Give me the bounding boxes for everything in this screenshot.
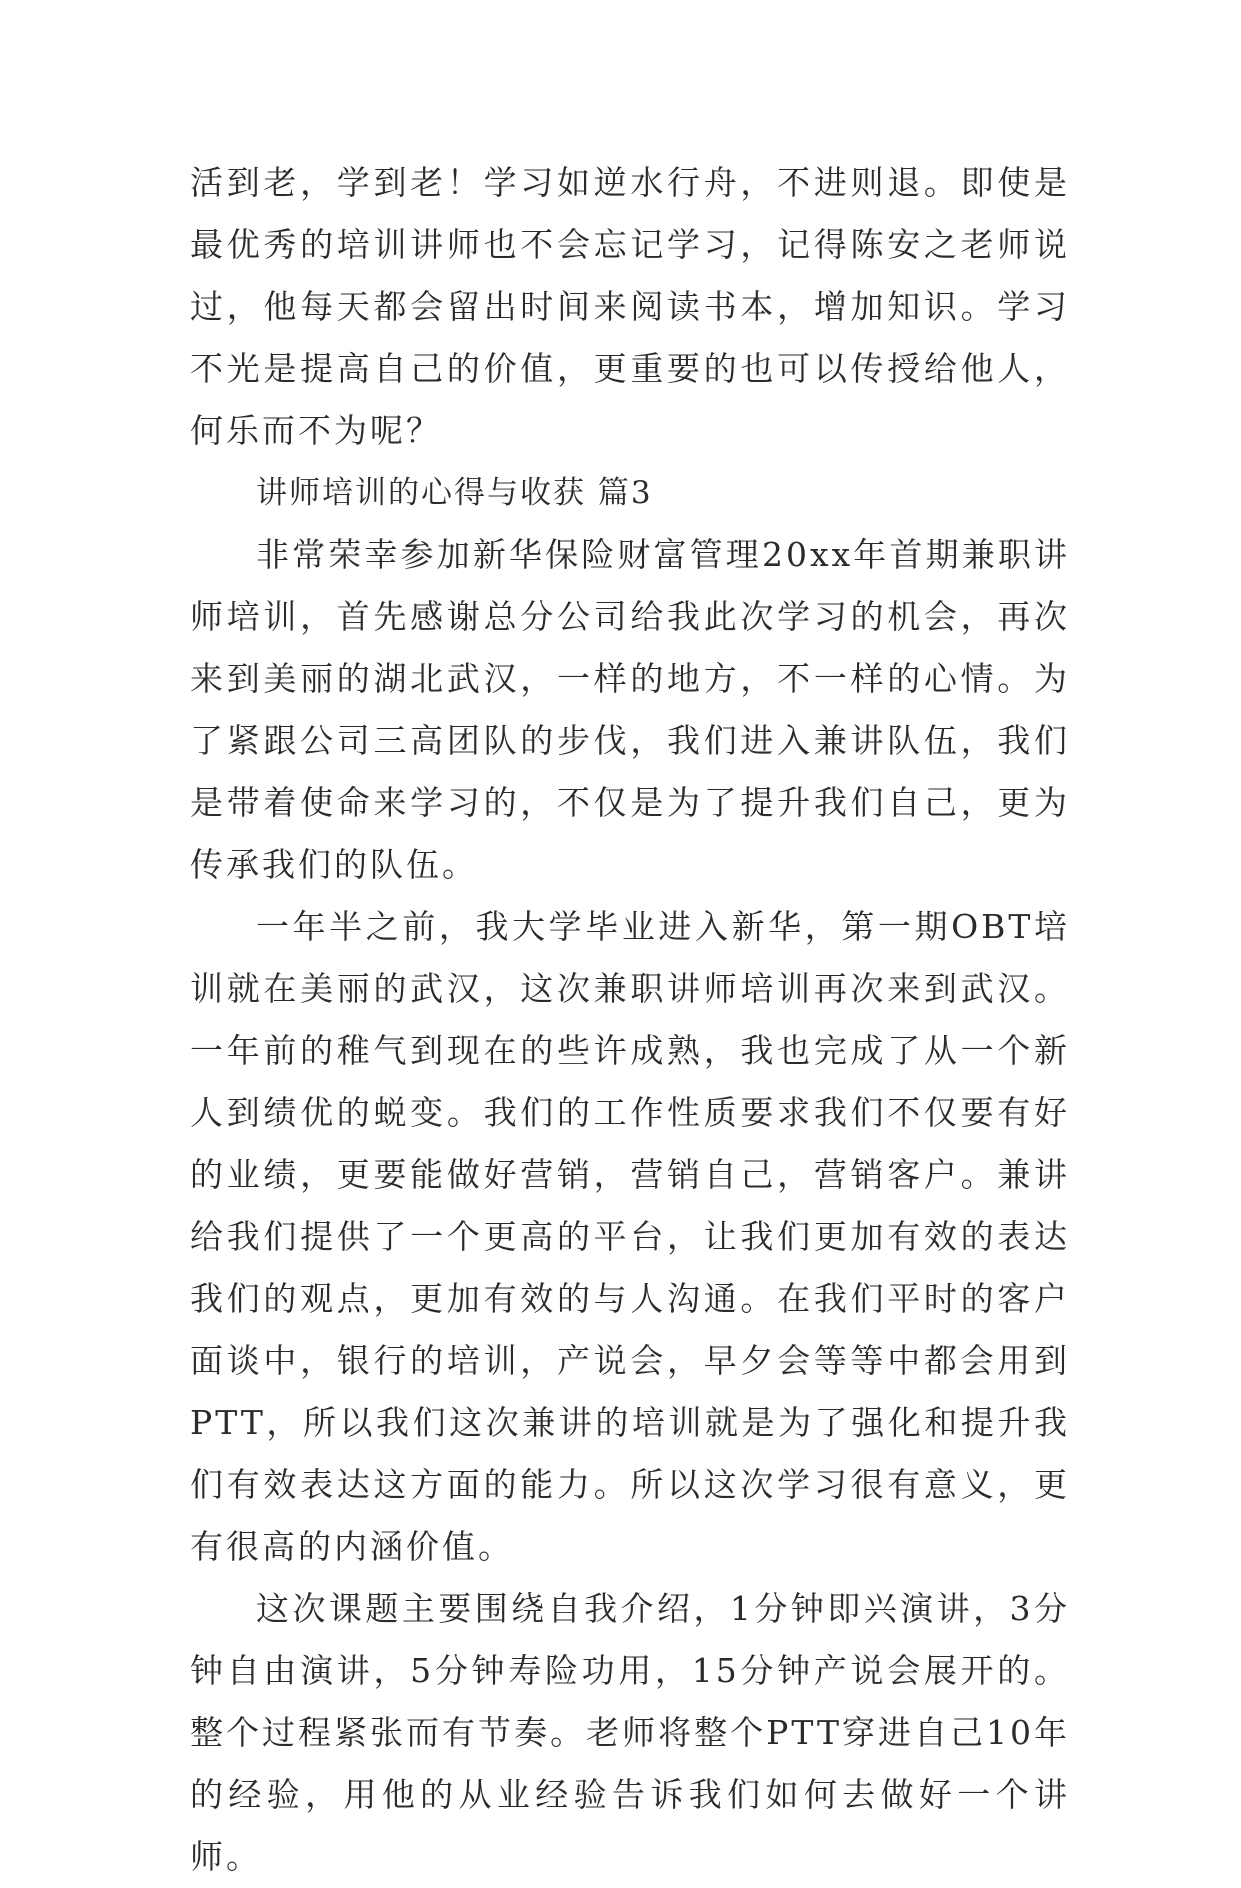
section-heading: 讲师培训的心得与收获 篇3: [256, 475, 653, 511]
paragraph-course-topics: 这次课题主要围绕自我介绍，1分钟即兴演讲，3分钟自由演讲，5分钟寿险功用，15分钟产说会展开的。整个过程紧张而有节奏。老师将整个PTT穿进自己10年的经验，用他的从业经验告诉我们如何去做好一个讲师。: [190, 1589, 1070, 1876]
paragraph-learning: 活到老，学到老！学习如逆水行舟，不进则退。即使是最优秀的培训讲师也不会忘记学习，记得陈安之老师说过，他每天都会留出时间来阅读书本，增加知识。学习不光是提高自己的价值，更重要的也可以传授给他人，何乐而不为呢？: [190, 163, 1070, 450]
document-body: [190, 152, 1070, 1888]
paragraph-experience: 一年半之前，我大学毕业进入新华，第一期OBT培训就在美丽的武汉，这次兼职讲师培训再次来到武汉。一年前的稚气到现在的些许成熟，我也完成了从一个新人到绩优的蜕变。我们的工作性质要求我们不仅要有好的业绩，更要能做好营销，营销自己，营销客户。兼讲给我们提供了一个更高的平台，让我们更加有效的表达我们的观点，更加有效的与人沟通。在我们平时的客户面谈中，银行的培训，产说会，早夕会等等中都会用到PTT，所以我们这次兼讲的培训就是为了强化和提升我们有效表达这方面的能力。所以这次学习很有意义，更有很高的内涵价值。: [190, 907, 1070, 1566]
paragraph-training-intro: 非常荣幸参加新华保险财富管理20xx年首期兼职讲师培训，首先感谢总分公司给我此次学习的机会，再次来到美丽的湖北武汉，一样的地方，不一样的心情。为了紧跟公司三高团队的步伐，我们进入兼讲队伍，我们是带着使命来学习的，不仅是为了提升我们自己，更为传承我们的队伍。: [190, 535, 1070, 884]
